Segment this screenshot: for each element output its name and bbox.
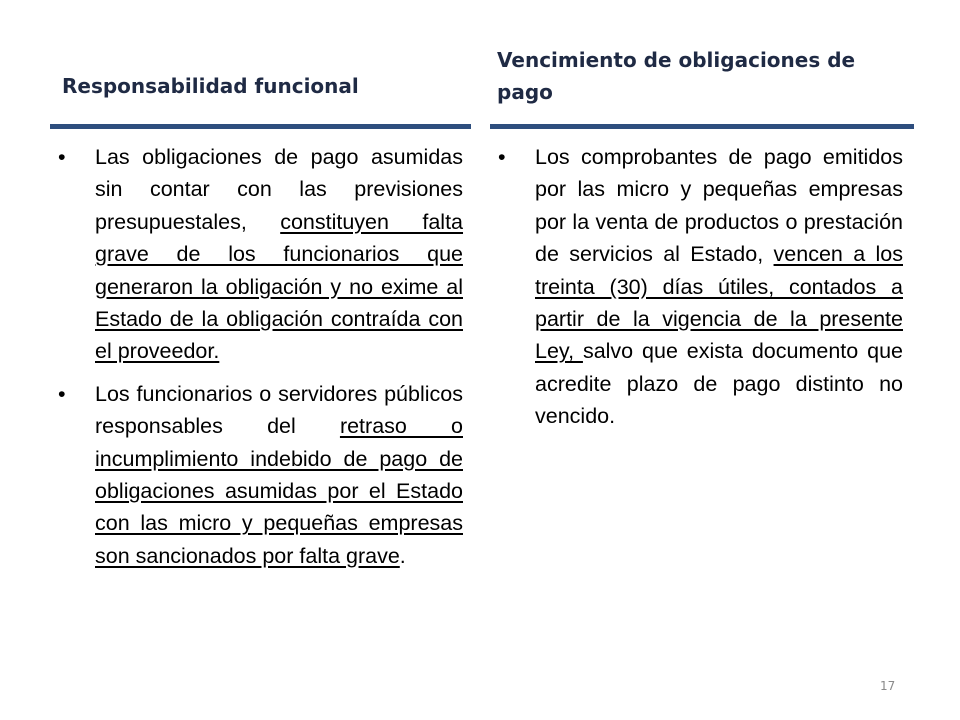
bullet-text — [95, 382, 463, 568]
right-bullet-list — [498, 141, 903, 433]
bullet-text-segment: Los comprobantes de pago emitidos por las micro y pequeñas empresas por la venta de productos o prestación de servicios al Estado, — [535, 145, 903, 267]
bullet-icon: • — [58, 145, 66, 169]
right-heading-rule — [490, 124, 914, 129]
bullet-text — [95, 145, 463, 363]
bullet-text-segment: . — [399, 543, 406, 568]
bullet-item — [58, 378, 463, 572]
bullet-text-segment: salvo que exista documento que acredite plazo de pago distinto no vencido. — [535, 339, 903, 429]
bullet-text-segment: Las obligaciones de pago asumidas sin contar con las previsiones presupuestales, — [95, 145, 463, 234]
bullet-text — [535, 145, 903, 428]
right-column-body — [498, 141, 903, 443]
left-heading-rule — [50, 124, 471, 129]
bullet-text-segment: Los funcionarios o servidores públicos responsables del — [95, 381, 463, 439]
left-column-heading: Responsabilidad funcional — [62, 74, 359, 98]
bullet-text-underlined: vencen a los treinta (30) días útiles, contados a partir de la vigencia de la presente Ley, — [535, 242, 903, 364]
right-column-heading: Vencimiento de obligaciones de pago — [497, 48, 856, 104]
bullet-text-underlined: constituyen falta grave de los funcionarios que generaron la obligación y no exime al Estado de la obligación contraída con el proveedor. — [95, 209, 464, 364]
left-bullet-list — [58, 141, 463, 572]
bullet-item — [58, 141, 463, 368]
bullet-text-underlined: retraso o incumplimiento indebido de pago de obligaciones asumidas por el Estado con las micro y pequeñas empresas son sancionados por falta grave — [95, 414, 463, 568]
bullet-icon: • — [498, 145, 506, 169]
bullet-icon: • — [58, 381, 66, 406]
left-column-body — [58, 141, 463, 582]
page-number: 17 — [880, 679, 896, 693]
bullet-item — [498, 141, 903, 433]
